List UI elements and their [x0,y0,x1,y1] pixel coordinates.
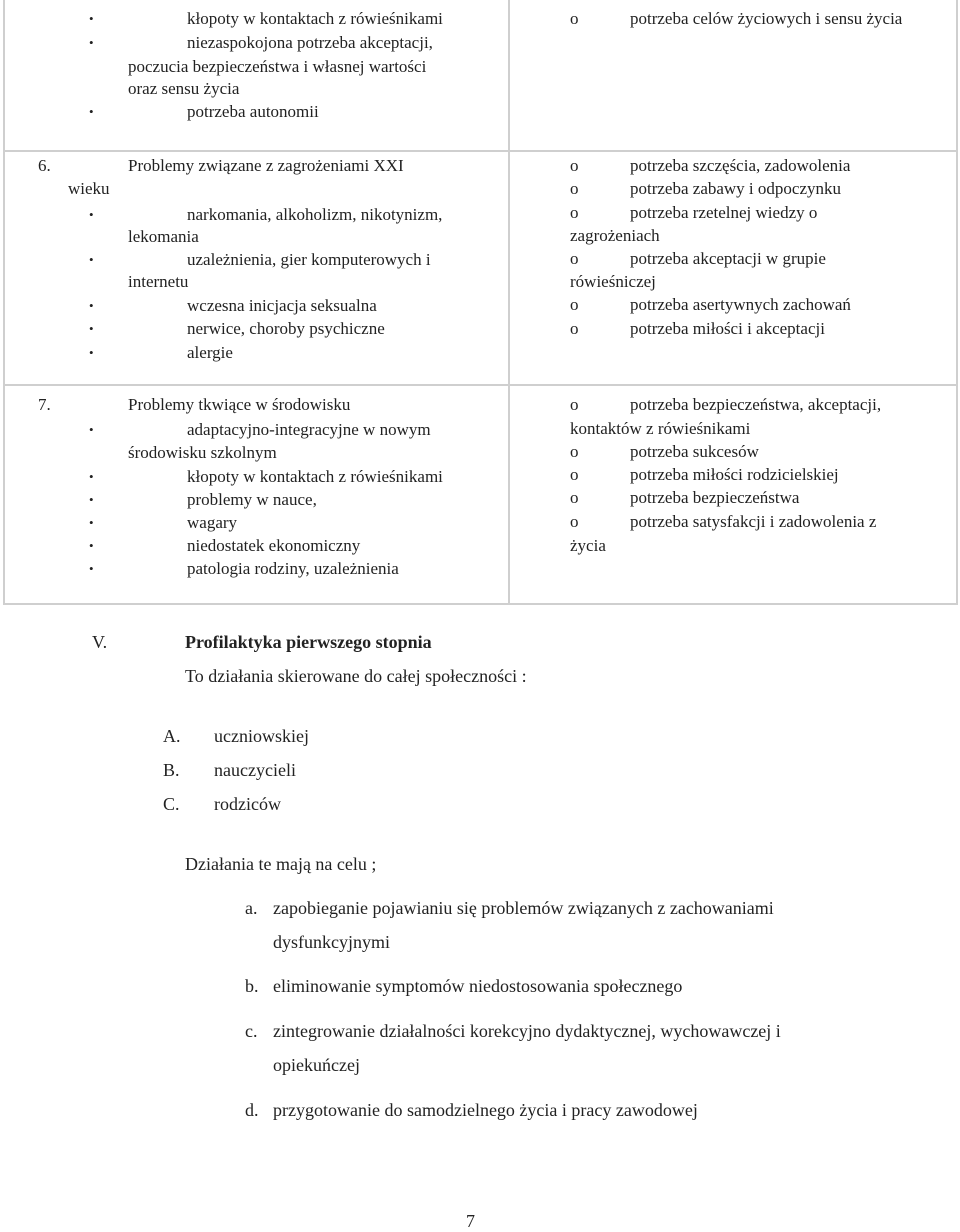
bullet-icon: • [89,321,94,336]
goal-item: przygotowanie do samodzielnego życia i pracy zawodowej [273,1100,698,1120]
list-item-continuation: oraz sensu życia [128,79,240,98]
bullet-icon: • [89,104,94,119]
goal-item: eliminowanie symptomów niedostosowania społecznego [273,976,683,996]
list-item: potrzeba szczęścia, zadowolenia [630,156,851,175]
circle-bullet-icon: o [570,179,579,198]
list-item: potrzeba miłości rodzicielskiej [630,465,839,484]
audience-item: rodziców [214,794,281,814]
list-item: niezaspokojona potrzeba akceptacji, [187,33,433,52]
section-intro: To działania skierowane do całej społeczności : [185,666,527,686]
bullet-icon: • [89,561,94,576]
bullet-icon: • [89,492,94,507]
circle-bullet-icon: o [570,203,579,222]
circle-bullet-icon: o [570,442,579,461]
circle-bullet-icon: o [570,488,579,507]
goal-label: d. [245,1100,259,1120]
list-item: potrzeba zabawy i odpoczynku [630,179,841,198]
list-item: niedostatek ekonomiczny [187,536,361,555]
list-item: potrzeba akceptacji w grupie [630,249,826,268]
list-item-continuation: rówieśniczej [570,272,656,291]
bullet-icon: • [89,515,94,530]
table-row-divider-1 [3,150,958,152]
goal-label: c. [245,1021,258,1041]
audience-item: uczniowskiej [214,726,309,746]
circle-bullet-icon: o [570,395,579,414]
circle-bullet-icon: o [570,512,579,531]
bullet-icon: • [89,345,94,360]
section-number: 7. [38,395,51,414]
goal-label: b. [245,976,259,996]
audience-label: C. [163,794,180,814]
list-item-continuation: zagrożeniach [570,226,660,245]
table-border-left [3,0,5,605]
list-item: adaptacyjno-integracyjne w nowym [187,420,431,439]
bullet-icon: • [89,469,94,484]
list-item: potrzeba miłości i akceptacji [630,319,825,338]
goal-item-continuation: opiekuńczej [273,1055,360,1075]
list-item: kłopoty w kontaktach z rówieśnikami [187,9,443,28]
list-item: alergie [187,343,233,362]
list-item-continuation: kontaktów z rówieśnikami [570,419,751,438]
list-item: potrzeba autonomii [187,102,319,121]
goal-item: zintegrowanie działalności korekcyjno dydaktycznej, wychowawczej i [273,1021,781,1041]
page-number: 7 [466,1211,475,1231]
goal-item: zapobieganie pojawianiu się problemów związanych z zachowaniami [273,898,774,918]
circle-bullet-icon: o [570,156,579,175]
bullet-icon: • [89,11,94,26]
list-item: potrzeba satysfakcji i zadowolenia z [630,512,877,531]
list-item-continuation: życia [570,536,606,555]
bullet-icon: • [89,298,94,313]
audience-label: A. [163,726,181,746]
bullet-icon: • [89,35,94,50]
list-item: wagary [187,513,238,532]
list-item: narkomania, alkoholizm, nikotynizm, [187,205,443,224]
section-number: 6. [38,156,51,175]
list-item-continuation: internetu [128,272,189,291]
audience-label: B. [163,760,180,780]
audience-item: nauczycieli [214,760,296,780]
table-border-bottom [3,603,958,605]
goal-item-continuation: dysfunkcyjnymi [273,932,390,952]
circle-bullet-icon: o [570,465,579,484]
section-title-continuation: wieku [68,179,110,198]
circle-bullet-icon: o [570,249,579,268]
list-item: potrzeba bezpieczeństwa, akceptacji, [630,395,882,414]
circle-bullet-icon: o [570,295,579,314]
list-item: patologia rodziny, uzależnienia [187,559,399,578]
table-border-right [956,0,958,605]
circle-bullet-icon: o [570,319,579,338]
circle-bullet-icon: o [570,9,579,28]
list-item-continuation: poczucia bezpieczeństwa i własnej wartości [128,57,427,76]
list-item: potrzeba bezpieczeństwa [630,488,800,507]
list-item-continuation: środowisku szkolnym [128,443,277,462]
list-item-continuation: lekomania [128,227,199,246]
table-border-middle [508,0,510,605]
section-title: Problemy związane z zagrożeniami XXI [128,156,404,175]
list-item: potrzeba rzetelnej wiedzy o [630,203,818,222]
list-item: uzależnienia, gier komputerowych i [187,250,431,269]
list-item: wczesna inicjacja seksualna [187,296,377,315]
bullet-icon: • [89,252,94,267]
list-item: potrzeba sukcesów [630,442,759,461]
list-item: nerwice, choroby psychiczne [187,319,385,338]
goal-label: a. [245,898,258,918]
section-number: V. [92,632,108,652]
list-item: problemy w nauce, [187,490,317,509]
bullet-icon: • [89,207,94,222]
bullet-icon: • [89,538,94,553]
list-item: potrzeba celów życiowych i sensu życia [630,9,903,28]
table-row-divider-2 [3,384,958,386]
goals-intro: Działania te mają na celu ; [185,854,377,874]
list-item: kłopoty w kontaktach z rówieśnikami [187,467,443,486]
bullet-icon: • [89,422,94,437]
section-title: Problemy tkwiące w środowisku [128,395,351,414]
section-title: Profilaktyka pierwszego stopnia [185,632,432,652]
list-item: potrzeba asertywnych zachowań [630,295,851,314]
